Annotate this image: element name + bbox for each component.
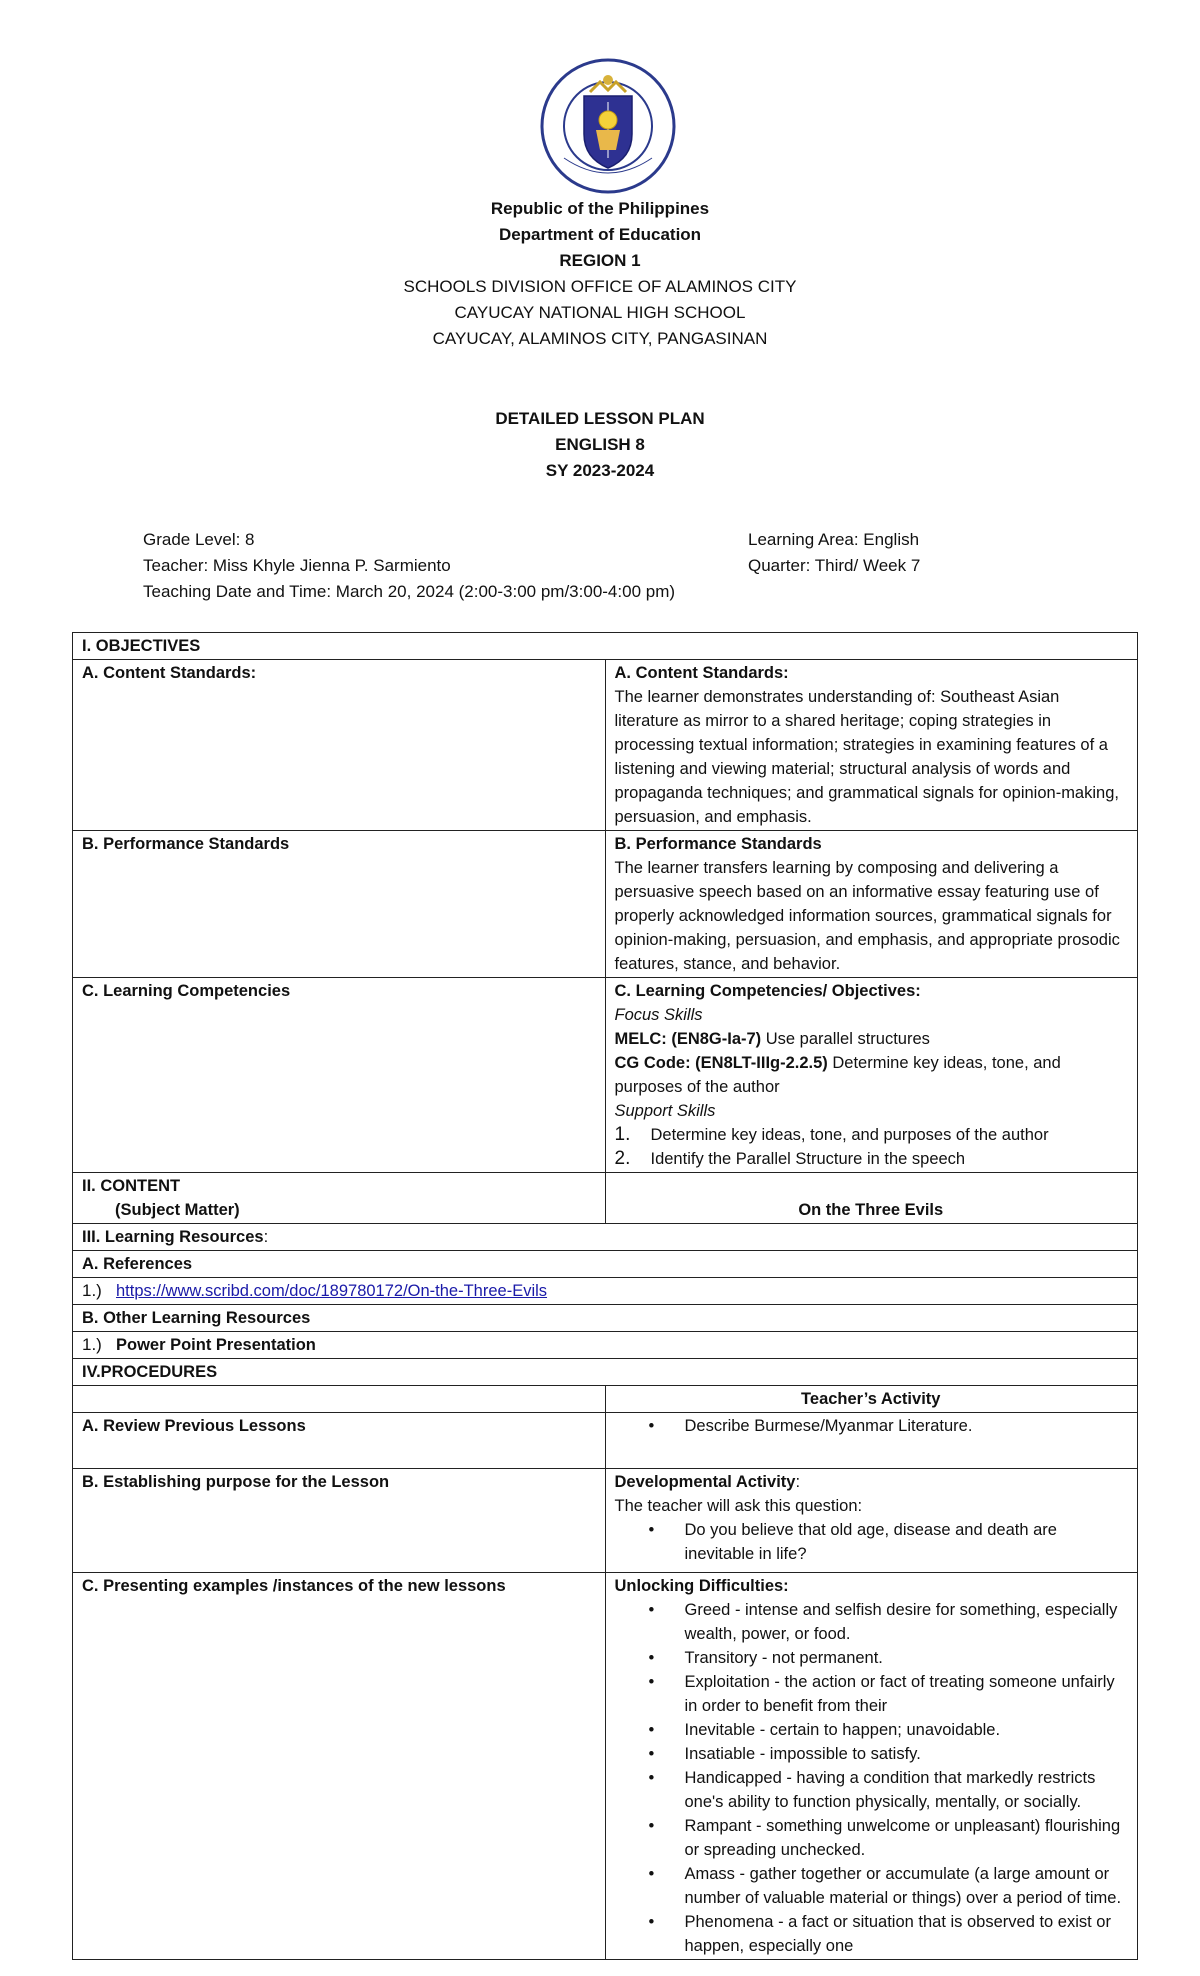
- header-line-1: Republic of the Philippines: [490, 199, 710, 218]
- vocabulary-list: [615, 1598, 1128, 1958]
- performance-standards-cell: [605, 831, 1138, 978]
- objectives-heading: I. OBJECTIVES: [73, 633, 1138, 660]
- objectives-heading-row: [73, 633, 1138, 660]
- title-line-1: DETAILED LESSON PLAN: [495, 409, 705, 428]
- content-row: [73, 1173, 1138, 1224]
- other-resource-item: 1.) Power Point Presentation: [73, 1332, 1138, 1359]
- header-line-5: CAYUCAY NATIONAL HIGH SCHOOL: [454, 303, 746, 322]
- content-standards-cell: [605, 660, 1138, 831]
- title-line-3: SY 2023-2024: [545, 461, 655, 480]
- melc-code: MELC: (EN8G-Ia-7): [614, 1030, 762, 1048]
- presenting-title: Unlocking Difficulties:: [614, 1577, 789, 1595]
- focus-skills: Focus Skills: [614, 1006, 703, 1024]
- content-value: On the Three Evils: [605, 1173, 1138, 1224]
- list-item: • Handicapped - having a condition that markedly restricts one's ability to function physically, mentally, or socially.: [685, 1766, 1128, 1814]
- purpose-label: B. Establishing purpose for the Lesson: [73, 1469, 606, 1573]
- list-item: • Insatiable - impossible to satisfy.: [685, 1742, 1128, 1766]
- header-line-3: REGION 1: [559, 251, 641, 270]
- reference-link[interactable]: https://www.scribd.com/doc/189780172/On-the-Three-Evils: [116, 1282, 548, 1300]
- content-standards-text: The learner demonstrates understanding of: Southeast Asian literature as mirror to a shared heritage; coping strategies in processing textual information; strategies in examining features of a listening and viewing material; structural analysis of words and propaganda techniques; and grammatical signals for opinion-making, persuasion, and emphasis.: [614, 688, 1119, 826]
- title-line-2: ENGLISH 8: [555, 435, 645, 454]
- quarter: Quarter: Third/ Week 7: [748, 556, 921, 575]
- document-title: [0, 406, 1200, 484]
- cg-text: Determine key ideas, tone, and purposes of the author: [614, 1054, 1061, 1096]
- other-resources-row: [73, 1305, 1138, 1332]
- list-item: • Phenomena - a fact or situation that is observed to exist or happen, especially one: [685, 1910, 1128, 1958]
- melc-text: Use parallel structures: [761, 1030, 930, 1048]
- support-skills-list: [615, 1123, 1128, 1171]
- review-cell: [605, 1413, 1138, 1469]
- competencies-label: C. Learning Competencies: [73, 978, 606, 1173]
- review-list: [615, 1414, 1128, 1438]
- teacher-activity-header: Teacher’s Activity: [605, 1386, 1138, 1413]
- content-label: [73, 1173, 606, 1224]
- references-row: [73, 1251, 1138, 1278]
- other-resources-label: B. Other Learning Resources: [73, 1305, 1138, 1332]
- teacher: Teacher: Miss Khyle Jienna P. Sarmiento: [143, 556, 451, 575]
- performance-standards-title: B. Performance Standards: [614, 835, 822, 853]
- performance-standards-label: B. Performance Standards: [73, 831, 606, 978]
- lesson-plan-table: [72, 632, 1138, 1960]
- purpose-row: [73, 1469, 1138, 1573]
- teaching-date-time: Teaching Date and Time: March 20, 2024 (2:00-3:00 pm/3:00-4:00 pm): [143, 582, 676, 601]
- purpose-list: [615, 1518, 1128, 1566]
- list-item: • Transitory - not permanent.: [685, 1646, 1128, 1670]
- purpose-intro: The teacher will ask this question:: [614, 1497, 863, 1515]
- reference-item: 1.) https://www.scribd.com/doc/189780172/On-the-Three-Evils: [73, 1278, 1138, 1305]
- references-label: A. References: [73, 1251, 1138, 1278]
- list-item: • Do you believe that old age, disease and death are inevitable in life?: [685, 1518, 1128, 1566]
- grade-level: Grade Level: 8: [143, 530, 255, 549]
- purpose-cell: [605, 1469, 1138, 1573]
- resources-heading: III. Learning Resources:: [73, 1224, 1138, 1251]
- procedures-heading-row: [73, 1359, 1138, 1386]
- review-row: [73, 1413, 1138, 1469]
- list-item: • Rampant - something unwelcome or unpleasant) flourishing or spreading unchecked.: [685, 1814, 1128, 1862]
- purpose-title: Developmental Activity:: [614, 1473, 801, 1491]
- header-line-2: Department of Education: [498, 225, 702, 244]
- header-line-6: CAYUCAY, ALAMINOS CITY, PANGASINAN: [432, 329, 768, 348]
- list-item: • Exploitation - the action or fact of treating someone unfairly in order to benefit from their: [685, 1670, 1128, 1718]
- presenting-label: C. Presenting examples /instances of the new lessons: [73, 1573, 606, 1960]
- presenting-cell: [605, 1573, 1138, 1960]
- competencies-title: C. Learning Competencies/ Objectives:: [614, 982, 921, 1000]
- procedures-col-header-empty: [73, 1386, 606, 1413]
- cg-code: CG Code: (EN8LT-IIIg-2.2.5): [614, 1054, 828, 1072]
- competencies-row: [73, 978, 1138, 1173]
- list-item: • Amass - gather together or accumulate (a large amount or number of valuable material or things) over a period of time.: [685, 1862, 1128, 1910]
- performance-standards-text: The learner transfers learning by composing and delivering a persuasive speech based on an informative essay featuring use of properly acknowledged information sources, grammatical signals for opinion-making, persuasion, and emphasis, and appropriate prosodic features, stance, and behavior.: [614, 859, 1120, 973]
- support-skills: Support Skills: [614, 1102, 716, 1120]
- melc-line: [615, 1027, 1128, 1051]
- content-standards-label: A. Content Standards:: [73, 660, 606, 831]
- list-item: • Inevitable - certain to happen; unavoidable.: [685, 1718, 1128, 1742]
- list-item: 1. Determine key ideas, tone, and purposes of the author: [614, 1124, 1049, 1145]
- deped-seal-icon: [540, 58, 676, 194]
- header-line-4: SCHOOLS DIVISION OFFICE OF ALAMINOS CITY: [403, 277, 797, 296]
- content-label-line-1: II. CONTENT: [82, 1177, 181, 1195]
- list-item: • Describe Burmese/Myanmar Literature.: [685, 1414, 1128, 1438]
- info-left: [143, 527, 675, 605]
- content-label-line-2: (Subject Matter): [115, 1201, 240, 1219]
- other-resource-item-row: [73, 1332, 1138, 1359]
- presenting-row: [73, 1573, 1138, 1960]
- list-item: • Greed - intense and selfish desire for something, especially wealth, power, or food.: [685, 1598, 1128, 1646]
- document-header: [0, 196, 1200, 352]
- resources-heading-row: [73, 1224, 1138, 1251]
- procedures-heading: IV.PROCEDURES: [73, 1359, 1138, 1386]
- content-standards-row: [73, 660, 1138, 831]
- learning-area: Learning Area: English: [748, 530, 920, 549]
- reference-item-row: [73, 1278, 1138, 1305]
- content-standards-title: A. Content Standards:: [614, 664, 789, 682]
- info-right: [748, 527, 920, 579]
- list-item: 2. Identify the Parallel Structure in the speech: [614, 1148, 966, 1169]
- procedures-col-header-row: [73, 1386, 1138, 1413]
- cg-line: [615, 1051, 1128, 1099]
- competencies-cell: [605, 978, 1138, 1173]
- performance-standards-row: [73, 831, 1138, 978]
- review-label: A. Review Previous Lessons: [73, 1413, 606, 1469]
